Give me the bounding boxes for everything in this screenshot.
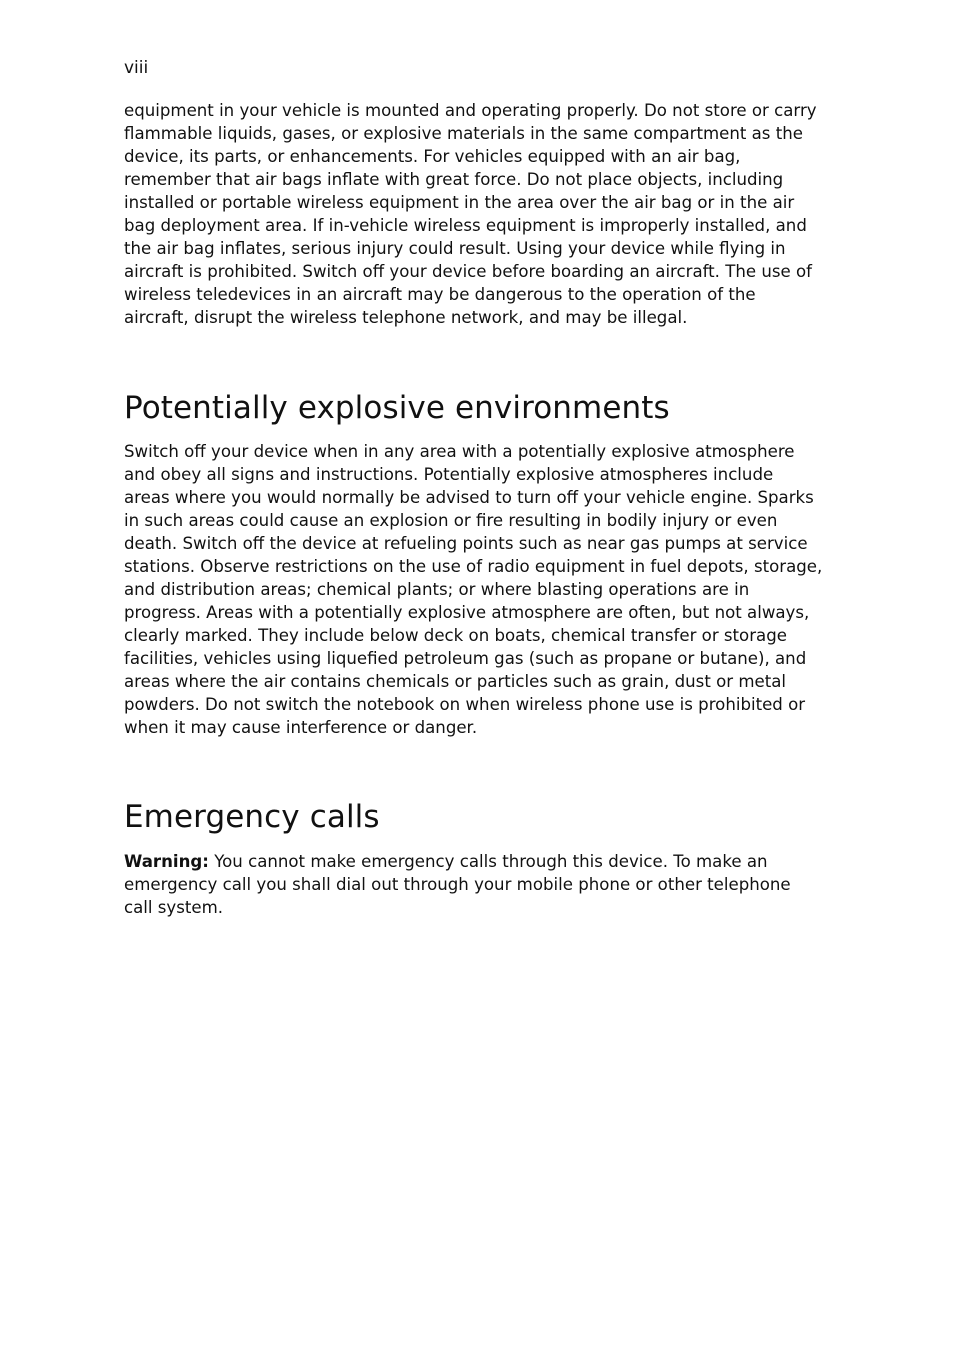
section-heading-emergency: Emergency calls: [124, 799, 380, 835]
section-heading-explosive: Potentially explosive environments: [124, 390, 670, 426]
page-number: viii: [124, 58, 149, 78]
emergency-paragraph: [124, 850, 824, 919]
explosive-paragraph: Switch off your device when in any area with a potentially explosive atmosphere and obey all signs and instructions. Potentially explosive atmospheres include areas where you would normally be advised to turn off your vehicle engine. Sparks in such areas could cause an explosion or fire resulting in bodily injury or even death. Switch off the device at refueling points such as near gas pumps at service stations. Observe restrictions on the use of radio equipment in fuel depots, storage, and distribution areas; chemical plants; or where blasting operations are in progress. Areas with a potentially explosive atmosphere are often, but not always, clearly marked. They include below deck on boats, chemical transfer or storage facilities, vehicles using liquefied petroleum gas (such as propane or butane), and areas where the air contains chemicals or particles such as grain, dust or metal powders. Do not switch the notebook on when wireless phone use is prohibited or when it may cause interference or danger.: [124, 442, 823, 737]
warning-label: Warning:: [124, 852, 209, 871]
emergency-text: You cannot make emergency calls through this device. To make an emergency call you shall dial out through your mobile phone or other telephone call system.: [124, 852, 791, 917]
intro-paragraph: equipment in your vehicle is mounted and operating properly. Do not store or carry flammable liquids, gases, or explosive materials in the same compartment as the device, its parts, or enhancements. For vehicles equipped with an air bag, remember that air bags inflate with great force. Do not place objects, including installed or portable wireless equipment in the area over the air bag or in the air bag deployment area. If in-vehicle wireless equipment is improperly installed, and the air bag inflates, serious injury could result. Using your device while flying in aircraft is prohibited. Switch off your device before boarding an aircraft. The use of wireless teledevices in an aircraft may be dangerous to the operation of the aircraft, disrupt the wireless telephone network, and may be illegal.: [124, 101, 817, 327]
